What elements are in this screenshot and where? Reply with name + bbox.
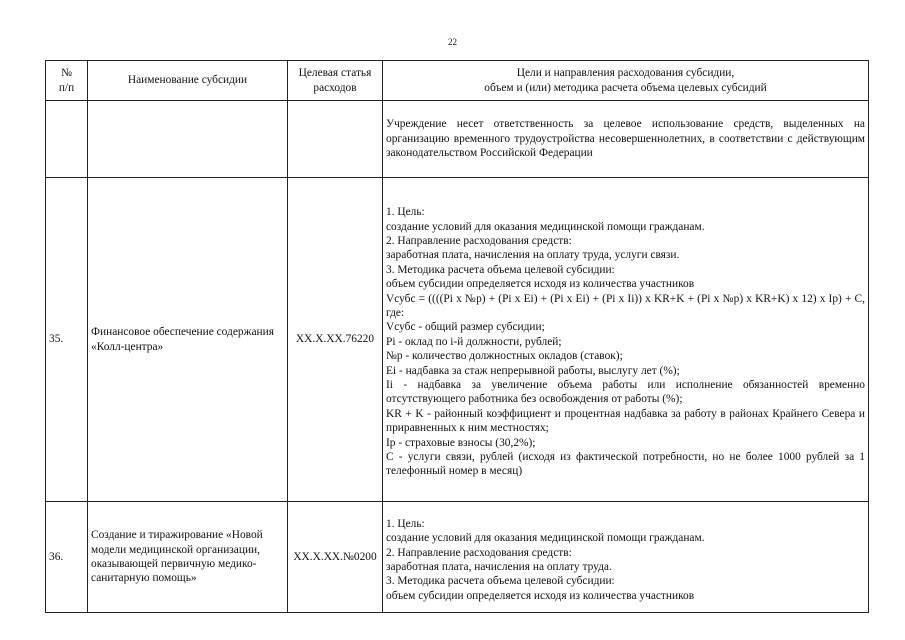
header-goals (383, 61, 869, 101)
formula-term: Pi - оклад по i-й должности, рублей; (386, 335, 562, 348)
header-goals-line2: объем и (или) методика расчета объема целевых субсидий (484, 81, 767, 94)
row-number: 35. (46, 178, 88, 502)
header-number-line1: № (61, 67, 72, 80)
goals-cell (383, 178, 869, 502)
page-number: 22 (448, 37, 457, 47)
formula-term: Ip - страховые взносы (30,2%); (386, 436, 536, 449)
target-article (288, 101, 383, 178)
goal-heading: 1. Цель: (386, 206, 425, 219)
subsidy-name: Финансовое обеспечение содержания «Колл-центра» (88, 178, 288, 502)
table-row (46, 178, 869, 502)
goal-text: объем субсидии определяется исходя из количества участников (386, 589, 695, 602)
table-row (46, 101, 869, 178)
row-number (46, 101, 88, 178)
formula-text: Vсубс = ((((Pi x №р) + (Pi x Ei) + (Pi x Ei) + (Pi x Ii)) x KR+K + (Pi x №р) x KR+K) x 12) x Ip) + C, где: (386, 292, 865, 319)
formula-term: Ii - надбавка за увеличение объема работы или исполнение обязанностей временно отсутствующего работника без освобождения от работы (%); (386, 379, 865, 406)
row-number: 36. (46, 502, 88, 613)
goal-text: объем субсидии определяется исходя из количества участников (386, 278, 695, 291)
goal-text: создание условий для оказания медицинской помощи гражданам. (386, 220, 705, 233)
goal-heading: 3. Методика расчета объема целевой субсидии: (386, 263, 615, 276)
table-row (46, 502, 869, 613)
goal-heading: 1. Цель: (386, 517, 425, 530)
formula-term: Vсубс - общий размер субсидии; (386, 321, 545, 334)
target-article: XX.X.XX.№0200 (288, 502, 383, 613)
formula-term: KR + K - районный коэффициент и процентная надбавка за работу в районах Крайнего Севера и приравненных к ним местностях; (386, 407, 865, 435)
subsidy-table (45, 60, 869, 613)
goal-heading: 2. Направление расходования средств: (386, 546, 572, 559)
goal-heading: 2. Направление расходования средств: (386, 234, 572, 247)
header-article (288, 61, 383, 101)
header-number (46, 61, 88, 101)
formula-term: Ei - надбавка за стаж непрерывной работы, выслугу лет (%); (386, 364, 680, 377)
goals-cell (383, 101, 869, 178)
goal-heading: 3. Методика расчета объема целевой субсидии: (386, 575, 615, 588)
goal-text: создание условий для оказания медицинской помощи гражданам. (386, 532, 705, 545)
header-article-line1: Целевая статья (298, 67, 372, 80)
formula-term: №р - количество должностных окладов (ставок); (386, 350, 623, 363)
goal-text: Учреждение несет ответственность за целевое использование средств, выделенных на организацию временного трудоустройства несовершеннолетних, в соответствии с действующим законодательством Российской Федерации (386, 118, 865, 160)
goal-text: заработная плата, начисления на оплату труда, услуги связи. (386, 249, 680, 262)
header-goals-line1: Цели и направления расходования субсидии, (516, 67, 735, 80)
goals-cell (383, 502, 869, 613)
table-header-row (46, 61, 869, 101)
subsidy-name: Создание и тиражирование «Новой модели медицинской организации, оказывающей первичную медико-санитарную помощь» (88, 502, 288, 613)
target-article: XX.X.XX.76220 (288, 178, 383, 502)
goal-text: заработная плата, начисления на оплату труда. (386, 561, 612, 573)
subsidy-name (88, 101, 288, 178)
header-name: Наименование субсидии (88, 61, 288, 101)
formula-term: С - услуги связи, рублей (исходя из фактической потребности, но не более 1000 рублей за 1 телефонный номер в месяц) (386, 451, 865, 478)
header-article-line2: расходов (313, 81, 357, 94)
header-number-line2: п/п (58, 81, 75, 94)
